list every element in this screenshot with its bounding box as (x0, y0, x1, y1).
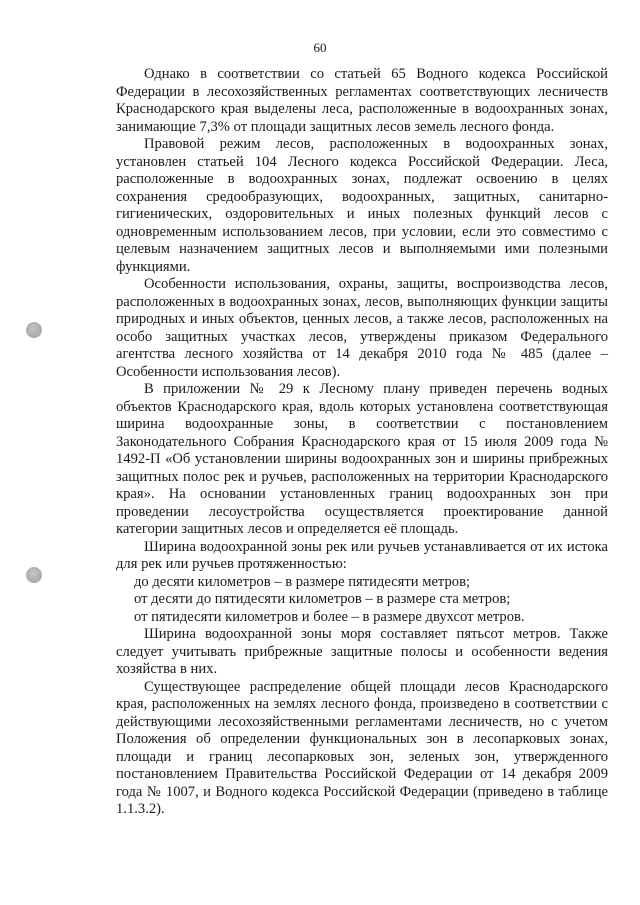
paragraph: В приложении № 29 к Лесному плану приведен перечень водных объектов Краснодарского края, вдоль которых установлена соответствующая ширина водоохранные зоны, в соответствии с постановлением Законодательного Собрания Краснодарского края от 15 июля 2009 года № 1492-П «Об установлении ширины водоохранных зон и ширины прибрежных защитных полос рек и ручьев, расположенных на территории Краснодарского края». На основании установленных границ водоохранных зон при проведении лесоустройства осуществляется проектирование данной категории защитных лесов и определяется её площадь. (116, 381, 608, 537)
paragraph: Ширина водоохранной зоны рек или ручьев устанавливается от их истока для рек или ручьев протяженностью: (116, 538, 608, 572)
list-item: от десяти до пятидесяти километров – в размере ста метров; (134, 591, 511, 607)
list-item: до десяти километров – в размере пятидесяти метров; (134, 573, 471, 590)
paragraph: Существующее распределение общей площади лесов Краснодарского края, расположенных на землях лесного фонда, произведено в соответствии с действующими лесохозяйственными регламентами лесничеств, но с учетом Положения об определении функциональных зон в лесопарковых зонах, площади и границ лесопарковых зон, зеленых зон, утвержденного постановлением Правительства Российской Федерации от 14 декабря 2009 года № 1007, и Водного кодекса Российской Федерации (приведено в таблице 1.1.3.2). (116, 678, 608, 817)
paragraph: Однако в соответствии со статьей 65 Водного кодекса Российской Федерации в лесохозяйственных регламентах соответствующих лесничеств Краснодарского края выделены леса, расположенные в водоохранных зонах, занимающие 7,3% от площади защитных лесов земель лесного фонда. (116, 66, 608, 135)
hole-punch-mark (26, 322, 42, 338)
paragraph: Ширина водоохранной зоны моря составляет пятьсот метров. Также следует учитывать прибрежные защитные полосы и особенности ведения хозяйства в них. (116, 626, 608, 677)
list-item: от пятидесяти километров и более – в размере двухсот метров. (134, 608, 525, 625)
page-number: 60 (313, 40, 327, 55)
document-body (116, 66, 608, 819)
paragraph: Правовой режим лесов, расположенных в водоохранных зонах, установлен статьей 104 Лесного кодекса Российской Федерации. Леса, расположенные в водоохранных зонах, подлежат освоению в целях сохранения средообразующих, водоохранных, защитных, санитарно-гигиенических, оздоровительных и иных полезных функций лесов с одновременным использованием лесов, при условии, если это совместимо с целевым назначением защитных лесов и выполняемыми ими полезными функциями. (116, 136, 608, 275)
hole-punch-mark (26, 567, 42, 583)
paragraph: Особенности использования, охраны, защиты, воспроизводства лесов, расположенных в водоохранных зонах, лесов, выполняющих функции защиты природных и иных объектов, ценных лесов, а также лесов, расположенных на особо защитных участках лесов, утверждены приказом Федерального агентства лесного хозяйства от 14 декабря 2010 года № 485 (далее – Особенности использования лесов). (116, 276, 608, 380)
